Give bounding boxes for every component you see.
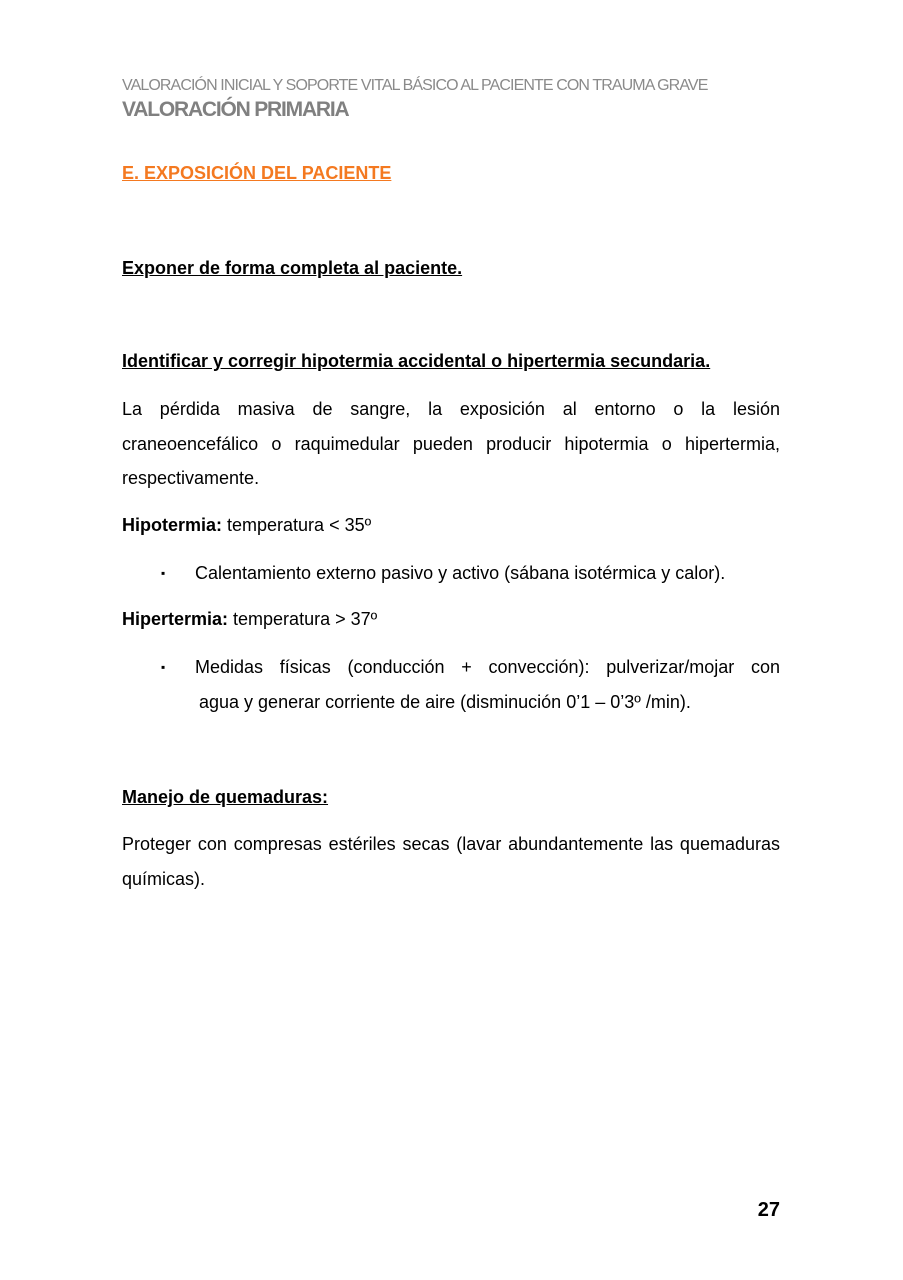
hipotermia-value: temperatura < 35º (222, 515, 372, 535)
subheading-identificar: Identificar y corregir hipotermia accidental o hipertermia secundaria. (122, 351, 711, 371)
hipertermia-bullet-text (195, 650, 780, 720)
section-title: E. EXPOSICIÓN DEL PACIENTE (122, 163, 392, 183)
paragraph-perdida: La pérdida masiva de sangre, la exposición al entorno o la lesión craneoencefálico o raquimedular pueden producir hipotermia o hipertermia, respectivamente. (122, 399, 780, 488)
hipertermia-bullet-line-2: agua y generar corriente de aire (disminución 0’1 – 0’3º /min). (199, 692, 691, 712)
document-supertitle: VALORACIÓN INICIAL Y SOPORTE VITAL BÁSICO AL PACIENTE CON TRAUMA GRAVE (122, 77, 708, 94)
hipertermia-bullet-line-1: Medidas físicas (conducción + convección): pulverizar/mojar con (195, 657, 780, 677)
subheading-quemaduras: Manejo de quemaduras: (122, 787, 329, 807)
hipertermia-line (122, 609, 377, 630)
document-title: VALORACIÓN PRIMARIA (122, 98, 349, 121)
hipotermia-bullet-text: Calentamiento externo pasivo y activo (sábana isotérmica y calor). (195, 563, 726, 583)
hipertermia-value: temperatura > 37º (228, 609, 378, 629)
hipotermia-line (122, 515, 371, 536)
hipertermia-label: Hipertermia: (122, 609, 229, 629)
hipotermia-label: Hipotermia: (122, 515, 223, 535)
paragraph-proteger: Proteger con compresas estériles secas (lavar abundantemente las quemaduras químicas). (122, 834, 780, 889)
subheading-exponer: Exponer de forma completa al paciente. (122, 258, 463, 278)
bullet-marker: ▪ (161, 566, 166, 580)
page-number: 27 (757, 1199, 780, 1221)
bullet-marker: ▪ (161, 660, 166, 674)
